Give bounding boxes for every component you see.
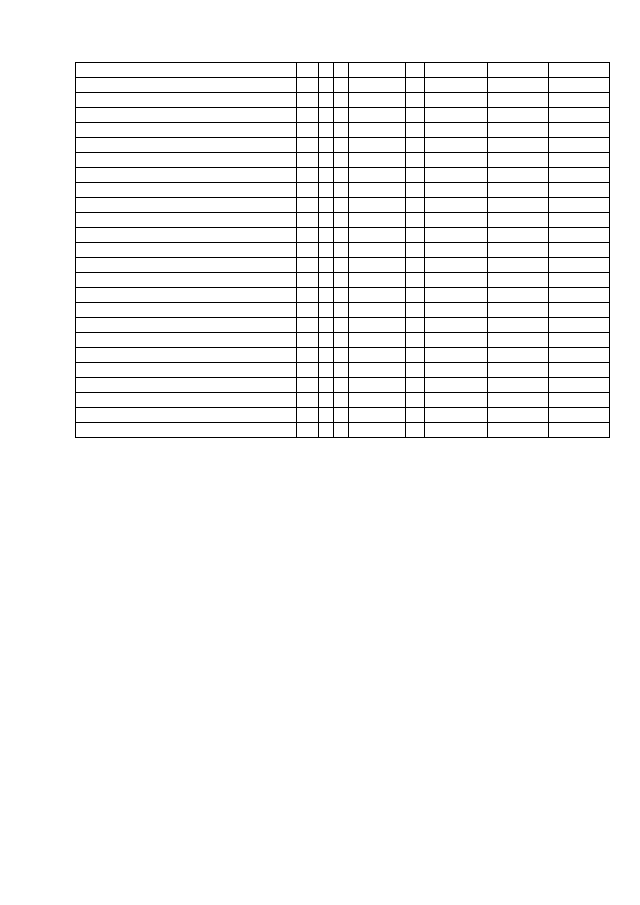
row-amount-year-1 [425,243,488,258]
row-expense-type [406,183,425,198]
budget-table [75,62,610,438]
row-expense-type [406,363,425,378]
row-subsection [334,333,349,348]
row-target-article [349,183,406,198]
row-section [319,198,334,213]
row-amount-year-1 [425,78,488,93]
table-row [76,213,610,228]
row-name [76,378,297,393]
table-row [76,243,610,258]
row-section [319,93,334,108]
row-grbs [297,153,319,168]
row-amount-year-3 [549,243,610,258]
row-amount-year-1 [425,288,488,303]
row-target-article [349,228,406,243]
row-amount-year-3 [549,288,610,303]
row-target-article [349,258,406,273]
row-amount-year-2 [488,258,549,273]
row-expense-type [406,273,425,288]
row-subsection [334,363,349,378]
row-amount-year-1 [425,258,488,273]
table-row [76,333,610,348]
row-grbs [297,348,319,363]
row-subsection [334,78,349,93]
row-subsection [334,108,349,123]
row-amount-year-3 [549,318,610,333]
row-amount-year-2 [488,378,549,393]
table-row [76,123,610,138]
row-amount-year-1 [425,393,488,408]
row-grbs [297,108,319,123]
table-body [76,63,610,438]
row-name [76,138,297,153]
row-name [76,108,297,123]
table-row [76,63,610,78]
table-row [76,408,610,423]
row-section [319,393,334,408]
row-amount-year-2 [488,348,549,363]
row-subsection [334,288,349,303]
row-amount-year-2 [488,243,549,258]
row-name [76,318,297,333]
row-target-article [349,213,406,228]
row-target-article [349,243,406,258]
row-amount-year-1 [425,408,488,423]
row-amount-year-3 [549,423,610,438]
row-name [76,63,297,78]
row-grbs [297,168,319,183]
row-target-article [349,78,406,93]
row-amount-year-1 [425,63,488,78]
row-grbs [297,183,319,198]
row-name [76,198,297,213]
table-row [76,303,610,318]
row-grbs [297,423,319,438]
row-name [76,123,297,138]
row-amount-year-1 [425,93,488,108]
row-section [319,123,334,138]
row-expense-type [406,228,425,243]
row-expense-type [406,258,425,273]
row-section [319,213,334,228]
row-name [76,93,297,108]
row-section [319,333,334,348]
row-grbs [297,93,319,108]
row-amount-year-2 [488,153,549,168]
row-amount-year-3 [549,153,610,168]
row-subsection [334,378,349,393]
row-target-article [349,363,406,378]
row-name [76,213,297,228]
row-section [319,108,334,123]
row-section [319,243,334,258]
table-row [76,153,610,168]
row-amount-year-2 [488,138,549,153]
row-grbs [297,138,319,153]
row-amount-year-1 [425,108,488,123]
row-amount-year-2 [488,273,549,288]
row-name [76,273,297,288]
row-expense-type [406,138,425,153]
row-name [76,288,297,303]
row-amount-year-3 [549,63,610,78]
row-amount-year-3 [549,258,610,273]
row-target-article [349,333,406,348]
row-amount-year-1 [425,348,488,363]
row-section [319,138,334,153]
row-subsection [334,258,349,273]
row-amount-year-2 [488,408,549,423]
row-subsection [334,318,349,333]
row-expense-type [406,303,425,318]
row-amount-year-2 [488,108,549,123]
row-subsection [334,198,349,213]
row-subsection [334,273,349,288]
row-expense-type [406,78,425,93]
row-section [319,423,334,438]
row-expense-type [406,288,425,303]
row-amount-year-1 [425,273,488,288]
row-expense-type [406,348,425,363]
row-name [76,168,297,183]
table-row [76,168,610,183]
row-grbs [297,333,319,348]
table-row [76,198,610,213]
row-amount-year-2 [488,228,549,243]
row-amount-year-3 [549,93,610,108]
row-subsection [334,348,349,363]
row-section [319,168,334,183]
row-section [319,363,334,378]
row-target-article [349,93,406,108]
row-section [319,228,334,243]
row-amount-year-3 [549,408,610,423]
table-row [76,318,610,333]
row-subsection [334,168,349,183]
row-expense-type [406,93,425,108]
row-section [319,348,334,363]
table-row [76,258,610,273]
table-row [76,288,610,303]
row-amount-year-3 [549,198,610,213]
row-grbs [297,258,319,273]
row-expense-type [406,243,425,258]
table-row [76,78,610,93]
row-amount-year-1 [425,333,488,348]
row-expense-type [406,153,425,168]
row-expense-type [406,423,425,438]
row-amount-year-2 [488,333,549,348]
row-section [319,183,334,198]
table-row [76,393,610,408]
row-grbs [297,318,319,333]
row-amount-year-1 [425,303,488,318]
row-target-article [349,168,406,183]
row-grbs [297,393,319,408]
row-target-article [349,108,406,123]
row-name [76,348,297,363]
row-amount-year-2 [488,93,549,108]
table-row [76,183,610,198]
table-row [76,378,610,393]
row-amount-year-2 [488,168,549,183]
row-target-article [349,288,406,303]
row-target-article [349,348,406,363]
row-name [76,258,297,273]
row-amount-year-3 [549,348,610,363]
row-expense-type [406,123,425,138]
row-amount-year-3 [549,228,610,243]
row-amount-year-1 [425,168,488,183]
row-amount-year-1 [425,198,488,213]
table-row [76,363,610,378]
row-amount-year-3 [549,168,610,183]
table-row [76,348,610,363]
row-amount-year-3 [549,363,610,378]
row-section [319,78,334,93]
row-grbs [297,288,319,303]
row-section [319,153,334,168]
row-expense-type [406,408,425,423]
row-target-article [349,273,406,288]
row-subsection [334,423,349,438]
row-amount-year-2 [488,288,549,303]
row-amount-year-1 [425,318,488,333]
row-name [76,423,297,438]
row-amount-year-2 [488,318,549,333]
row-name [76,228,297,243]
row-grbs [297,228,319,243]
row-amount-year-3 [549,78,610,93]
row-section [319,288,334,303]
row-amount-year-2 [488,423,549,438]
row-amount-year-1 [425,213,488,228]
row-name [76,303,297,318]
row-subsection [334,123,349,138]
row-target-article [349,423,406,438]
row-target-article [349,303,406,318]
row-grbs [297,363,319,378]
row-grbs [297,78,319,93]
row-amount-year-1 [425,138,488,153]
row-amount-year-3 [549,123,610,138]
table-row [76,93,610,108]
row-section [319,273,334,288]
row-subsection [334,138,349,153]
row-expense-type [406,213,425,228]
row-amount-year-1 [425,423,488,438]
row-expense-type [406,198,425,213]
row-amount-year-2 [488,63,549,78]
row-amount-year-2 [488,198,549,213]
row-grbs [297,408,319,423]
row-expense-type [406,393,425,408]
row-section [319,258,334,273]
row-amount-year-2 [488,123,549,138]
row-target-article [349,153,406,168]
row-amount-year-3 [549,333,610,348]
row-section [319,303,334,318]
table-row [76,138,610,153]
row-amount-year-3 [549,378,610,393]
table-row [76,423,610,438]
row-grbs [297,243,319,258]
row-grbs [297,63,319,78]
table-row [76,108,610,123]
row-grbs [297,303,319,318]
row-expense-type [406,63,425,78]
row-subsection [334,63,349,78]
row-expense-type [406,108,425,123]
row-target-article [349,123,406,138]
row-amount-year-1 [425,228,488,243]
row-name [76,153,297,168]
row-amount-year-3 [549,393,610,408]
row-amount-year-1 [425,363,488,378]
row-target-article [349,63,406,78]
row-section [319,408,334,423]
row-expense-type [406,318,425,333]
row-expense-type [406,378,425,393]
row-amount-year-3 [549,303,610,318]
row-subsection [334,408,349,423]
row-name [76,78,297,93]
row-amount-year-2 [488,393,549,408]
row-grbs [297,198,319,213]
row-amount-year-1 [425,123,488,138]
row-target-article [349,378,406,393]
row-amount-year-2 [488,183,549,198]
row-expense-type [406,333,425,348]
row-subsection [334,243,349,258]
row-name [76,408,297,423]
row-subsection [334,183,349,198]
row-target-article [349,198,406,213]
row-amount-year-2 [488,78,549,93]
row-subsection [334,93,349,108]
row-subsection [334,393,349,408]
row-amount-year-1 [425,153,488,168]
row-amount-year-3 [549,273,610,288]
row-amount-year-3 [549,213,610,228]
row-subsection [334,213,349,228]
row-amount-year-1 [425,183,488,198]
row-amount-year-3 [549,138,610,153]
row-grbs [297,213,319,228]
row-amount-year-1 [425,378,488,393]
row-amount-year-2 [488,363,549,378]
row-amount-year-3 [549,108,610,123]
row-expense-type [406,168,425,183]
row-name [76,183,297,198]
row-target-article [349,138,406,153]
row-amount-year-2 [488,303,549,318]
row-target-article [349,393,406,408]
row-name [76,393,297,408]
row-grbs [297,378,319,393]
row-subsection [334,153,349,168]
row-name [76,363,297,378]
table-row [76,273,610,288]
row-subsection [334,228,349,243]
table-row [76,228,610,243]
row-name [76,333,297,348]
row-section [319,63,334,78]
row-grbs [297,273,319,288]
row-section [319,378,334,393]
row-target-article [349,318,406,333]
row-section [319,318,334,333]
row-target-article [349,408,406,423]
row-amount-year-2 [488,213,549,228]
row-subsection [334,303,349,318]
row-grbs [297,123,319,138]
row-name [76,243,297,258]
row-amount-year-3 [549,183,610,198]
